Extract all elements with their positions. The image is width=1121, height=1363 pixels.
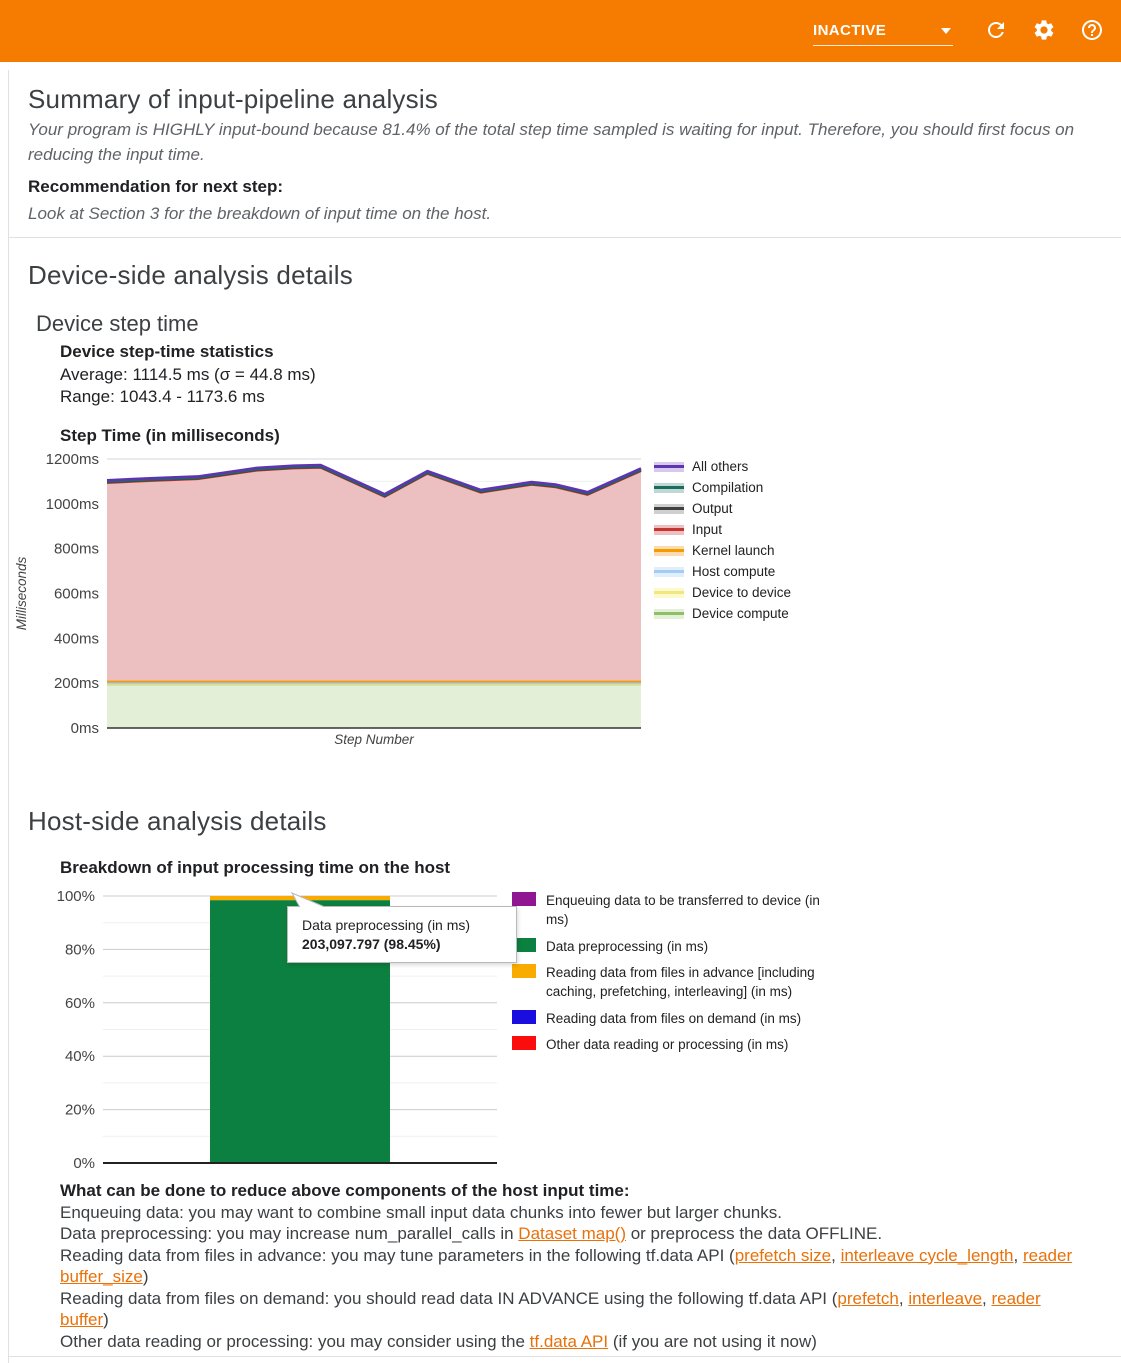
svg-text:1000ms: 1000ms — [45, 495, 99, 513]
page-title: Summary of input-pipeline analysis — [28, 84, 438, 114]
summary-statement: Your program is HIGHLY input-bound because 81.4% of the total step time sampled is waiting for input. Therefore, you should first focus on reducing the input time. — [28, 120, 1075, 164]
legend-swatch — [654, 588, 684, 598]
advice-text: Reading data from files in advance: you may tune parameters in the following tf.data API ( — [60, 1245, 735, 1265]
legend-swatch — [654, 609, 684, 619]
host-chart-title: Breakdown of input processing time on the host — [60, 858, 451, 877]
device-chart-legend — [654, 456, 791, 624]
legend-item — [512, 963, 842, 1001]
device-average-stat: Average: 1114.5 ms (σ = 44.8 ms) — [60, 365, 316, 384]
advice-line — [60, 1288, 1092, 1331]
legend-item-all-others — [654, 456, 791, 477]
legend-item-device-compute — [654, 603, 791, 624]
advice-text: Enqueuing data: you may want to combine small input data chunks into fewer but larger chunks. — [60, 1202, 782, 1222]
caret-down-icon — [941, 28, 951, 34]
legend-swatch — [654, 546, 684, 556]
legend-label: Data preprocessing (in ms) — [546, 938, 709, 954]
refresh-icon — [984, 18, 1008, 42]
svg-text:400ms: 400ms — [53, 630, 99, 648]
svg-text:100%: 100% — [56, 888, 95, 905]
legend-swatch — [512, 1010, 536, 1024]
legend-label: Output — [692, 501, 733, 516]
host-advice-block — [60, 1180, 1092, 1352]
legend-item-compilation — [654, 477, 791, 498]
run-selector-dropdown[interactable] — [813, 16, 953, 46]
svg-text:1200ms: 1200ms — [45, 451, 99, 468]
advice-link-reader-buffer-size[interactable]: reader buffer_size — [60, 1245, 1073, 1286]
advice-text: (if you are not using it now) — [608, 1331, 817, 1351]
advice-line — [60, 1223, 1092, 1245]
legend-swatch — [654, 525, 684, 535]
advice-heading: What can be done to reduce above components of the host input time: — [60, 1181, 630, 1200]
help-button[interactable] — [1079, 18, 1105, 44]
settings-button[interactable] — [1031, 18, 1057, 44]
gear-icon — [1032, 18, 1056, 42]
svg-text:Milliseconds: Milliseconds — [14, 556, 29, 631]
legend-label: Reading data from files on demand (in ms) — [546, 1010, 802, 1026]
advice-text: ) — [142, 1267, 149, 1286]
svg-text:40%: 40% — [64, 1048, 95, 1066]
svg-text:600ms: 600ms — [53, 585, 99, 603]
advice-lines — [60, 1202, 1092, 1353]
legend-label: Host compute — [692, 564, 776, 579]
legend-label: Enqueuing data to be transferred to device (in ms) — [546, 893, 820, 927]
recommendation-label: Recommendation for next step: — [28, 177, 284, 196]
svg-text:20%: 20% — [64, 1101, 95, 1119]
legend-item-output — [654, 498, 791, 519]
device-section-title: Device-side analysis details — [28, 260, 353, 290]
advice-text: or preprocess the data OFFLINE. — [626, 1224, 883, 1243]
host-chart-legend — [512, 891, 842, 1062]
tooltip-value: 203,097.797 (98.45%) — [302, 936, 441, 952]
svg-text:80%: 80% — [64, 941, 95, 959]
recommendation-text: Look at Section 3 for the breakdown of input time on the host. — [28, 204, 492, 223]
refresh-button[interactable] — [983, 18, 1009, 44]
advice-link-reader-buffer[interactable]: reader buffer — [60, 1288, 1041, 1329]
legend-swatch — [512, 892, 536, 906]
advice-text: , — [831, 1245, 841, 1265]
svg-text:0%: 0% — [73, 1155, 95, 1172]
legend-item-host-compute — [654, 561, 791, 582]
legend-item-input — [654, 519, 791, 540]
legend-swatch — [654, 462, 684, 472]
legend-item — [512, 937, 842, 956]
advice-text: , — [1013, 1245, 1023, 1265]
legend-label: Compilation — [692, 480, 764, 495]
advice-line — [60, 1202, 1092, 1224]
legend-swatch — [512, 964, 536, 978]
advice-link-tf-data-api[interactable]: tf.data API — [529, 1331, 609, 1351]
bottom-divider — [9, 1356, 1121, 1357]
svg-text:200ms: 200ms — [53, 675, 99, 693]
advice-text: Data preprocessing: you may increase num_parallel_calls in — [60, 1224, 519, 1243]
tooltip-series-name: Data preprocessing (in ms) — [302, 917, 471, 933]
help-icon — [1080, 18, 1104, 42]
device-chart-title: Step Time (in milliseconds) — [60, 426, 280, 445]
run-selector-value: INACTIVE — [813, 22, 887, 39]
advice-link-interleave[interactable]: interleave — [908, 1288, 983, 1308]
advice-line — [60, 1331, 1092, 1353]
advice-link-interleave-cycle-length[interactable]: interleave cycle_length — [840, 1245, 1014, 1265]
host-section-title: Host-side analysis details — [28, 806, 327, 836]
toolbar — [0, 0, 1121, 62]
legend-label: Reading data from files in advance [including caching, prefetching, interleaving] (in ms) — [546, 965, 815, 999]
advice-text: Other data reading or processing: you may consider using the — [60, 1331, 530, 1351]
advice-text: , — [898, 1288, 909, 1308]
legend-item — [512, 891, 842, 929]
legend-item-device-to-device — [654, 582, 791, 603]
legend-swatch — [654, 483, 684, 493]
legend-label: Device compute — [692, 606, 789, 621]
advice-link-dataset-map-[interactable]: Dataset map() — [518, 1224, 626, 1243]
legend-swatch — [654, 504, 684, 514]
device-range-stat: Range: 1043.4 - 1173.6 ms — [60, 387, 265, 406]
legend-item-kernel-launch — [654, 540, 791, 561]
svg-text:Step Number: Step Number — [334, 732, 414, 747]
device-step-time-chart[interactable] — [0, 445, 1121, 757]
advice-link-prefetch-size[interactable]: prefetch size — [734, 1245, 832, 1265]
legend-item — [512, 1009, 842, 1028]
legend-swatch — [654, 567, 684, 577]
advice-link-prefetch[interactable]: prefetch — [837, 1288, 899, 1308]
legend-label: Kernel launch — [692, 543, 775, 558]
advice-text: , — [982, 1288, 992, 1308]
advice-text: ) — [103, 1310, 109, 1329]
legend-label: Device to device — [692, 585, 792, 600]
device-step-time-subtitle: Device step time — [36, 311, 199, 336]
svg-text:0ms: 0ms — [70, 720, 99, 737]
chart-tooltip — [287, 906, 517, 963]
legend-label: Input — [692, 522, 723, 537]
legend-item — [512, 1035, 842, 1054]
legend-swatch — [512, 1036, 536, 1050]
svg-text:60%: 60% — [64, 994, 95, 1012]
legend-label: All others — [692, 459, 749, 474]
legend-label: Other data reading or processing (in ms) — [546, 1037, 789, 1052]
advice-line — [60, 1245, 1092, 1288]
tooltip-arrow — [292, 892, 332, 908]
device-stats-heading: Device step-time statistics — [60, 342, 274, 361]
section-divider — [8, 237, 1121, 238]
svg-text:800ms: 800ms — [53, 540, 99, 558]
advice-text: Reading data from files on demand: you should read data IN ADVANCE using the following tf.data API ( — [60, 1288, 838, 1308]
